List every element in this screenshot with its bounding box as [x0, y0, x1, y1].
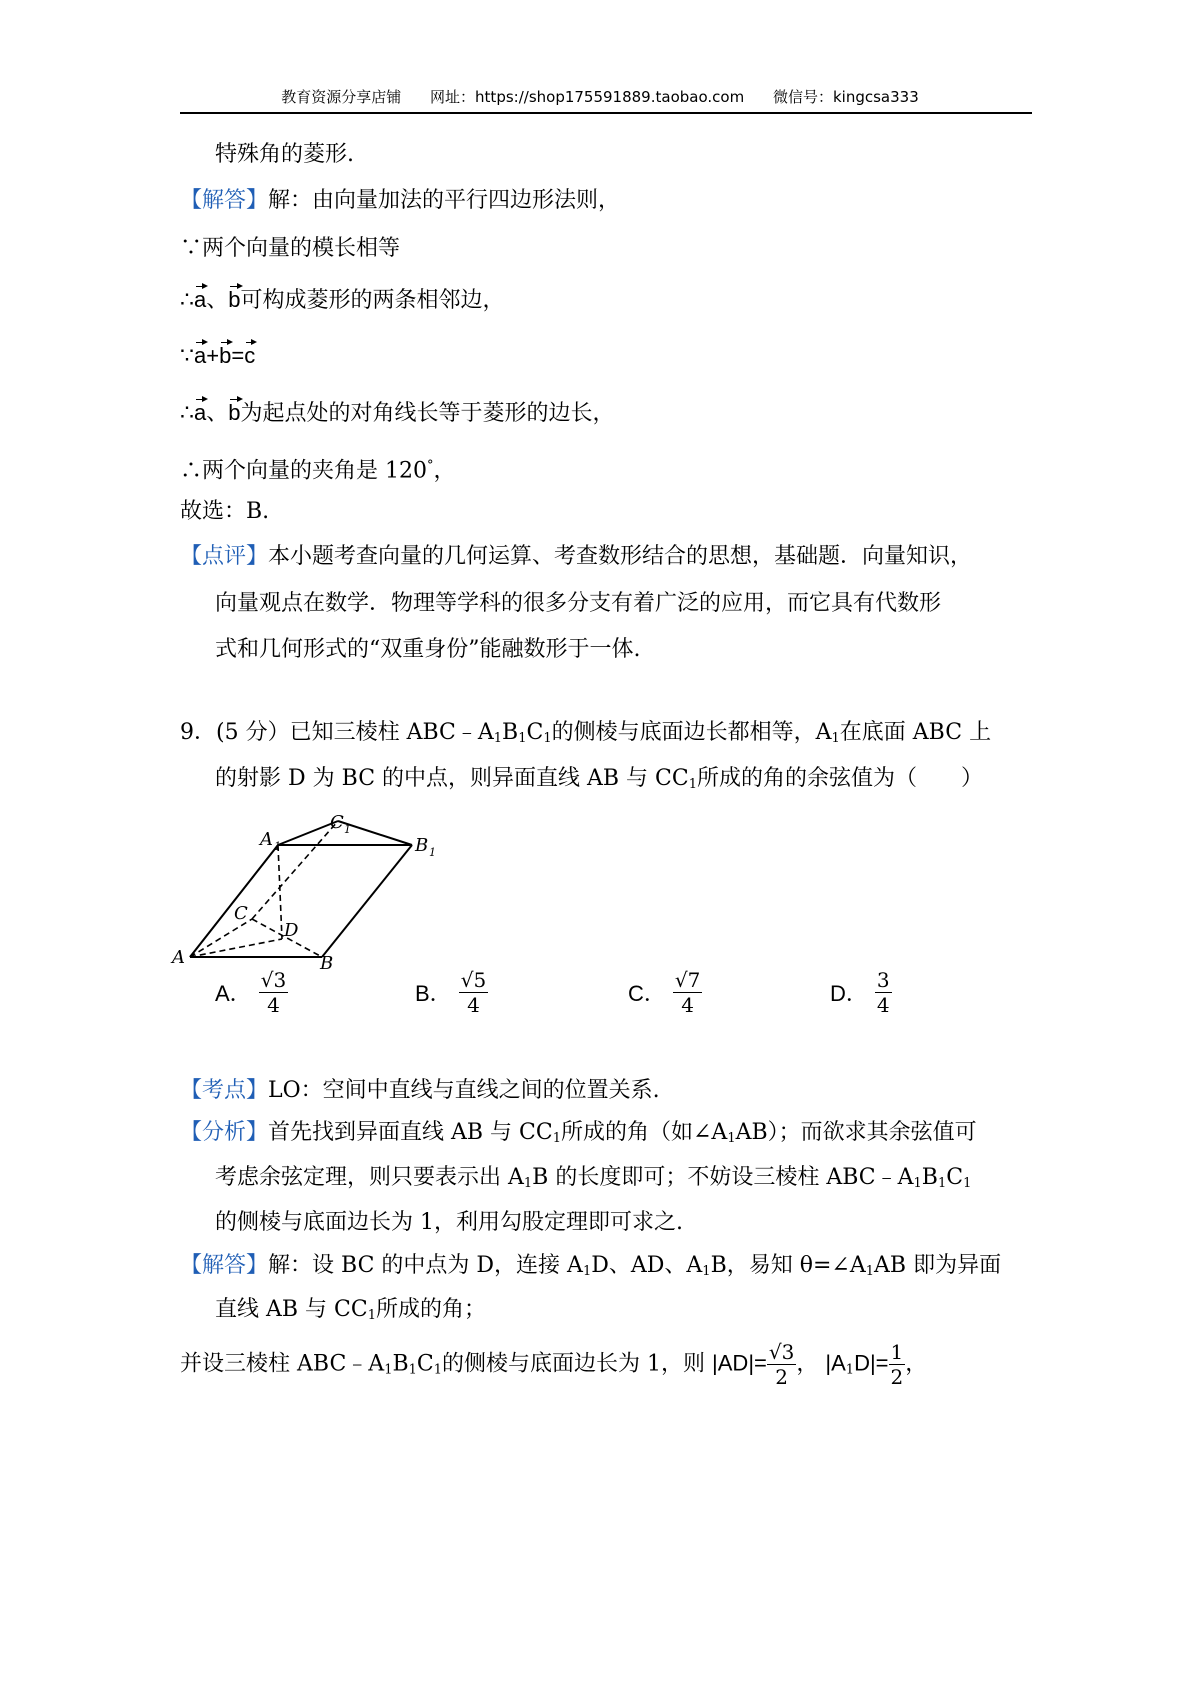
jieda-line2: 直线 AB 与 $CC_1$所成的角；	[215, 1297, 486, 1323]
vector-a: a	[194, 341, 206, 371]
fenxi-line3: 的侧棱与底面边长为 1，利用勾股定理即可求之.	[215, 1210, 683, 1235]
label-C1: C	[330, 815, 344, 833]
vector-b: b	[228, 398, 240, 428]
prev-line3: ∵a+b=c	[180, 343, 256, 369]
prism-solid-edges	[190, 821, 412, 957]
option-b[interactable]: B． $\frac{√5}{4}$	[415, 968, 487, 1017]
question-line1: 9．(5 分）已知三棱柱 $ABC﹣A_1B_1C_1$的侧棱与底面边长都相等，$A_1$在底面 ABC 上	[180, 720, 992, 746]
dianping-tag: 【点评】	[180, 544, 269, 569]
dianping-line3: 式和几何形式的“双重身份”能融数形于一体.	[215, 637, 641, 662]
option-a[interactable]: A． $\frac{√3}{4}$	[215, 968, 287, 1017]
jieda-text: 解：由向量加法的平行四边形法则，	[268, 188, 621, 213]
label-D: D	[284, 920, 299, 941]
vector-b: b	[228, 285, 240, 315]
label-A: A	[172, 947, 185, 968]
a1d-fraction: $\frac{1}{2}$	[890, 1340, 904, 1389]
option-d-fraction: $\frac{3}{4}$	[876, 968, 890, 1017]
kaodian-line: 【考点】LO：空间中直线与直线之间的位置关系.	[180, 1078, 660, 1103]
prev-line1: ∵两个向量的模长相等	[180, 236, 401, 261]
vector-a: a	[194, 285, 206, 315]
header-rule	[180, 112, 1032, 114]
jieda-line1: 【解答】解：设 BC 的中点为 D，连接 $A_1D$、AD、$A_1B$，易知 $\theta=\angle A_1AB$ 即为异面	[180, 1253, 1002, 1279]
fenxi-line1: 【分析】首先找到异面直线 AB 与 $CC_1$所成的角（如$\angle A_1AB$）；而欲求其余弦值可	[180, 1120, 977, 1146]
prism-figure	[170, 815, 470, 990]
fenxi-line2: 考虑余弦定理，则只要表示出 $A_1B$ 的长度即可；不妨设三棱柱 $ABC﹣A_1B_1C_1$	[215, 1165, 972, 1191]
jieda-tag-2: 【解答】	[180, 1253, 269, 1278]
vector-a: a	[194, 398, 206, 428]
label-B: B	[320, 953, 334, 974]
vector-c: c	[244, 341, 255, 371]
vector-b: b	[219, 341, 231, 371]
label-A1: A	[260, 829, 273, 850]
prev-line5: ∴两个向量的夹角是 120°，	[180, 458, 456, 484]
jieda-tag: 【解答】	[180, 188, 269, 213]
dianping-line2: 向量观点在数学．物理等学科的很多分支有着广泛的应用，而它具有代数形	[215, 591, 942, 616]
page-header	[0, 86, 1200, 107]
shop-url: 网址：https://shop175591889.taobao.com	[430, 88, 745, 106]
svg-text:1: 1	[344, 823, 351, 836]
kaodian-tag: 【考点】	[180, 1078, 269, 1103]
option-c-fraction: $\frac{√7}{4}$	[674, 968, 701, 1017]
svg-text:1: 1	[429, 846, 436, 859]
option-d[interactable]: D． $\frac{3}{4}$	[830, 968, 890, 1017]
prev-line6: 故选：B.	[180, 499, 270, 524]
svg-text:1: 1	[274, 840, 281, 853]
prev-solution-line0: 特殊角的菱形.	[215, 142, 354, 167]
dianping-line1: 【点评】本小题考查向量的几何运算、考查数形结合的思想，基础题．向量知识，	[180, 544, 973, 569]
label-C: C	[234, 903, 248, 924]
option-b-fraction: $\frac{√5}{4}$	[460, 968, 487, 1017]
option-a-fraction: $\frac{√3}{4}$	[260, 968, 287, 1017]
fenxi-tag: 【分析】	[180, 1120, 269, 1145]
option-c[interactable]: C． $\frac{√7}{4}$	[628, 968, 701, 1017]
prev-line4: ∴a、b为起点处的对角线长等于菱形的边长，	[180, 400, 615, 426]
ad-fraction: $\frac{√3}{2}$	[768, 1340, 795, 1389]
wechat-id: 微信号：kingcsa333	[772, 88, 919, 106]
jieda-last-line: 并设三棱柱 $ABC﹣A_1B_1C_1$的侧棱与底面边长为 1，则 |AD|= $\frac{√3}{2}$ ， $|A_1D|=$ $\frac{1}{2}$ ，	[180, 1340, 928, 1389]
prev-line2: ∴a、b可构成菱形的两条相邻边，	[180, 287, 505, 313]
shop-name: 教育资源分享店铺	[281, 88, 402, 106]
question-line2: 的射影 D 为 BC 的中点，则异面直线 AB 与 $CC_1$所成的角的余弦值为（ ）	[215, 766, 984, 792]
label-B1: B	[415, 835, 429, 856]
prev-jieda	[180, 186, 620, 216]
